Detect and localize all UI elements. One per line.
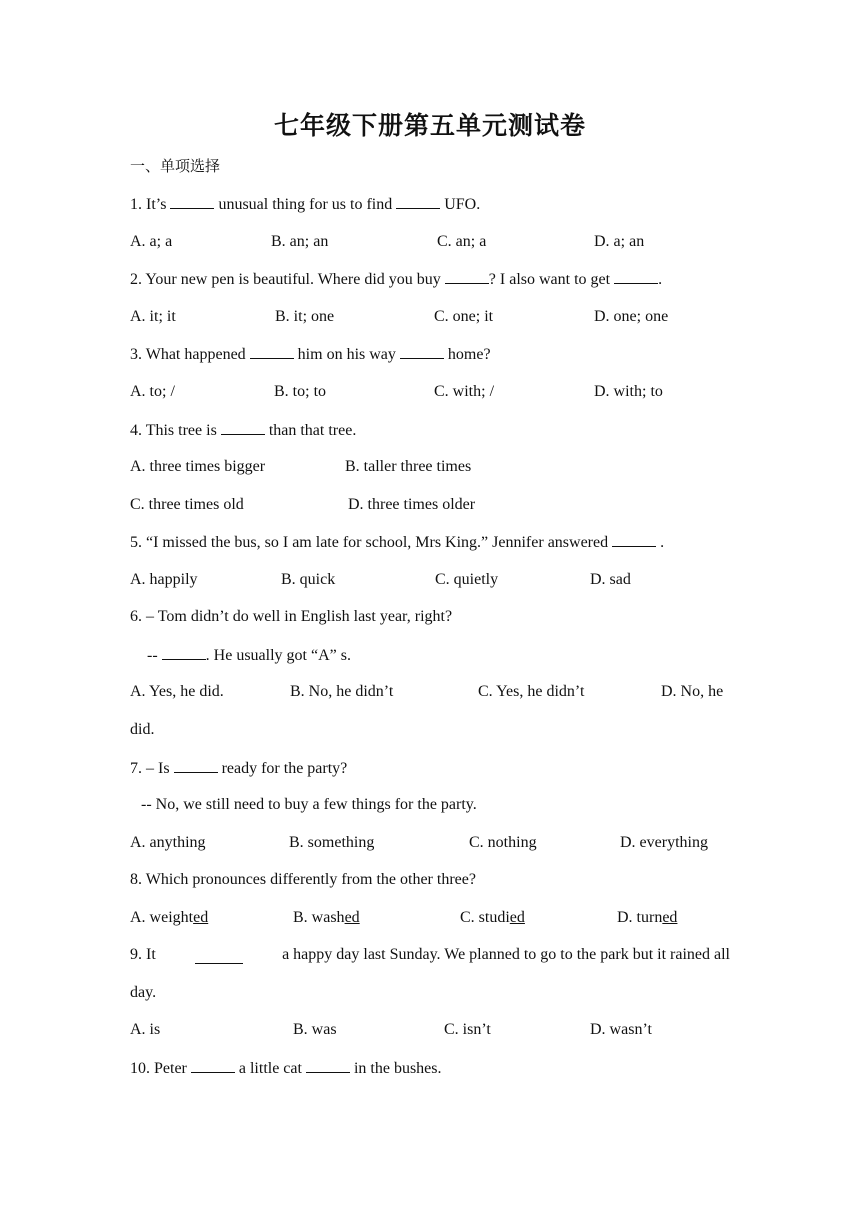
option-c: C. with; / bbox=[434, 383, 495, 400]
option-a: A. happily bbox=[130, 571, 198, 588]
option-b: B. an; an bbox=[271, 233, 329, 250]
page-title: 七年级下册第五单元测试卷 bbox=[273, 111, 586, 140]
question-10: 10. Peter a little cat in the bushes. bbox=[130, 1056, 442, 1080]
answer-blank bbox=[162, 643, 206, 660]
question-4-options-row2 bbox=[130, 493, 730, 517]
option-c: C. Yes, he didn’t bbox=[478, 683, 585, 700]
answer-blank bbox=[612, 530, 656, 547]
question-2-options bbox=[130, 305, 730, 329]
option-b: B. something bbox=[289, 834, 375, 851]
question-5: 5. “I missed the bus, so I am late for school, Mrs King.” Jennifer answered . bbox=[130, 530, 664, 554]
option-c: C. studied bbox=[460, 909, 525, 926]
option-b: B. was bbox=[293, 1021, 337, 1038]
question-9-wrap: day. bbox=[130, 984, 157, 1001]
question-6-options-wrap: did. bbox=[130, 721, 155, 738]
question-1: 1. It’s unusual thing for us to find UFO. bbox=[130, 192, 480, 216]
option-a: A. anything bbox=[130, 834, 206, 851]
answer-blank bbox=[400, 342, 444, 359]
option-b: B. washed bbox=[293, 909, 360, 926]
option-d: D. with; to bbox=[594, 383, 663, 400]
option-d: D. everything bbox=[620, 834, 708, 851]
option-a: A. it; it bbox=[130, 308, 176, 325]
option-c: C. isn’t bbox=[444, 1021, 491, 1038]
answer-blank bbox=[174, 756, 218, 773]
question-4-options-row1 bbox=[130, 455, 730, 479]
answer-blank bbox=[306, 1056, 350, 1073]
answer-blank bbox=[191, 1056, 235, 1073]
option-b: B. No, he didn’t bbox=[290, 683, 394, 700]
question-9: 9. It a happy day last Sunday. We planned to go to the park but it rained all bbox=[130, 946, 730, 963]
option-a: A. Yes, he did. bbox=[130, 683, 224, 700]
option-d: D. wasn’t bbox=[590, 1021, 652, 1038]
question-7-reply: -- No, we still need to buy a few things for the party. bbox=[141, 796, 477, 813]
option-c: C. nothing bbox=[469, 834, 537, 851]
question-4: 4. This tree is than that tree. bbox=[130, 418, 356, 442]
option-d: D. turned bbox=[617, 909, 678, 926]
option-d: D. No, he bbox=[661, 683, 724, 700]
option-b: B. quick bbox=[281, 571, 336, 588]
option-a: A. weighted bbox=[130, 909, 209, 926]
question-7-options bbox=[130, 831, 730, 855]
option-b: B. taller three times bbox=[345, 458, 472, 475]
option-b: B. it; one bbox=[275, 308, 335, 325]
answer-blank bbox=[221, 418, 265, 435]
question-2: 2. Your new pen is beautiful. Where did you buy ? I also want to get . bbox=[130, 267, 662, 291]
answer-blank bbox=[250, 342, 294, 359]
answer-blank bbox=[195, 947, 243, 964]
option-c: C. an; a bbox=[437, 233, 487, 250]
option-a: A. a; a bbox=[130, 233, 173, 250]
question-8-options bbox=[130, 906, 730, 930]
question-6-options bbox=[130, 680, 730, 704]
answer-blank bbox=[445, 267, 489, 284]
question-3-options bbox=[130, 380, 730, 404]
answer-blank bbox=[614, 267, 658, 284]
question-6: 6. – Tom didn’t do well in English last year, right? bbox=[130, 608, 453, 625]
option-a: A. three times bigger bbox=[130, 458, 266, 475]
option-d: D. three times older bbox=[348, 496, 476, 513]
question-1-options bbox=[130, 230, 730, 254]
question-8: 8. Which pronounces differently from the other three? bbox=[130, 871, 476, 888]
option-c: C. quietly bbox=[435, 571, 499, 588]
option-b: B. to; to bbox=[274, 383, 327, 400]
option-d: D. sad bbox=[590, 571, 631, 588]
answer-blank bbox=[170, 192, 214, 209]
question-3: 3. What happened him on his way home? bbox=[130, 342, 491, 366]
question-7: 7. – Is ready for the party? bbox=[130, 756, 347, 780]
question-6-reply: -- . He usually got “A” s. bbox=[147, 643, 351, 667]
option-a: A. is bbox=[130, 1021, 161, 1038]
option-c: C. three times old bbox=[130, 496, 244, 513]
question-5-options bbox=[130, 568, 730, 592]
section-heading: 一、单项选择 bbox=[130, 157, 221, 175]
option-d: D. a; an bbox=[594, 233, 645, 250]
option-d: D. one; one bbox=[594, 308, 669, 325]
question-9-options bbox=[130, 1018, 730, 1042]
option-c: C. one; it bbox=[434, 308, 494, 325]
option-a: A. to; / bbox=[130, 383, 175, 400]
answer-blank bbox=[396, 192, 440, 209]
